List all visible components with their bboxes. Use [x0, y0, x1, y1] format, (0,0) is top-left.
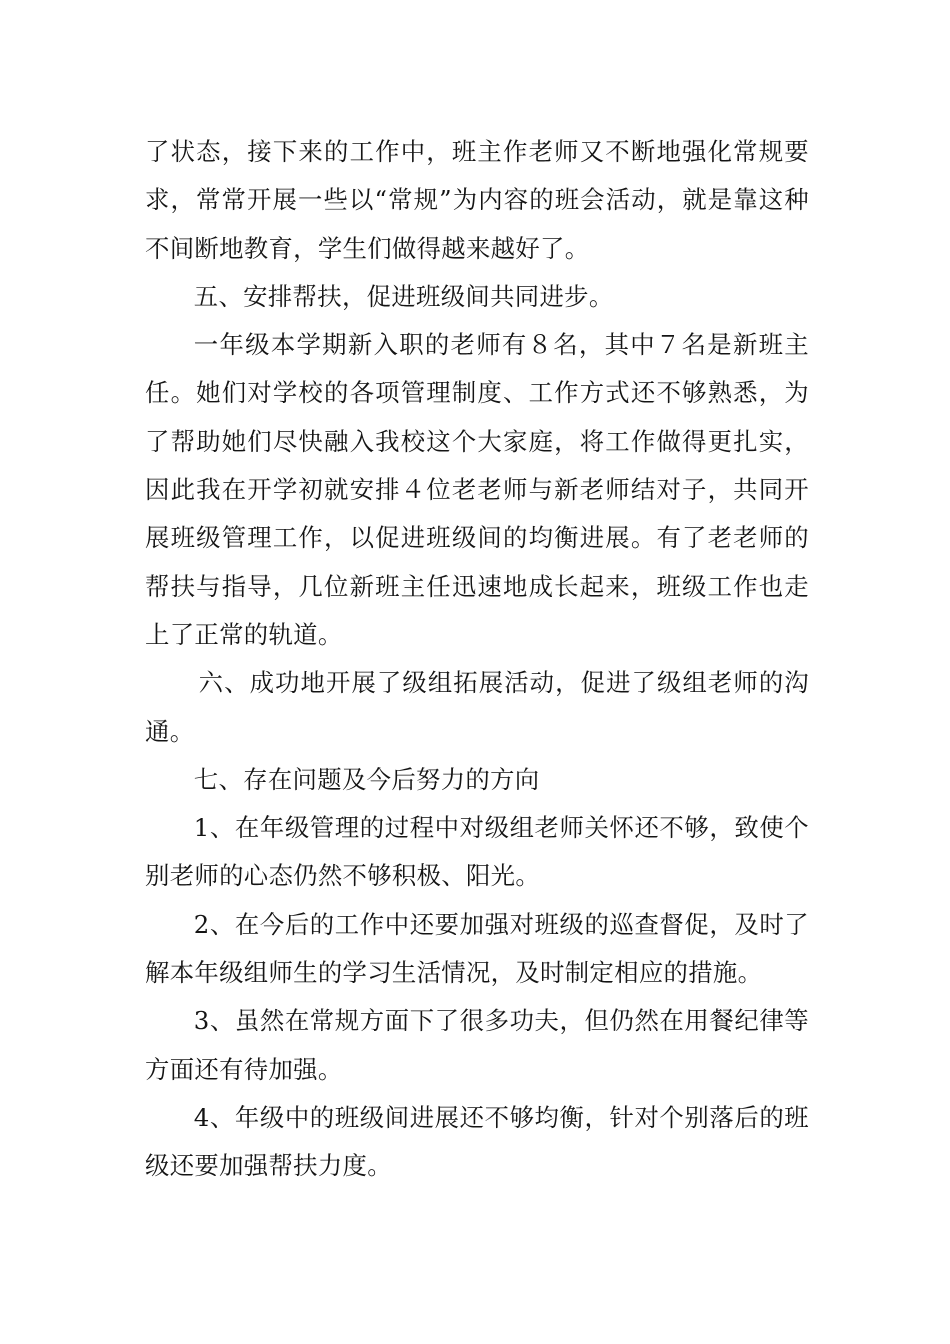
paragraph-mentoring: 一年级本学期新入职的老师有８名，其中７名是新班主任。她们对学校的各项管理制度、工作方式还不够熟悉，为了帮助她们尽快融入我校这个大家庭，将工作做得更扎实，因此我在开学初就安排４位老老师与新老师结对子，共同开展班级管理工作，以促进班级间的均衡进展。有了老老师的帮扶与指导，几位新班主任迅速地成长起来，班级工作也走上了正常的轨道。 — [145, 330, 809, 649]
section-heading-5: 五、安排帮扶，促进班级间共同进步。 — [193, 281, 614, 311]
document-body — [145, 128, 809, 1191]
paragraph-continuation: 了状态，接下来的工作中，班主作老师又不断地强化常规要求，常常开展一些以“常规”为内容的班会活动，就是靠这种不间断地教育，学生们做得越来越好了。 — [145, 137, 809, 263]
section-heading-7: 七、存在问题及今后努力的方向 — [193, 764, 540, 794]
problem-item-3: 3、虽然在常规方面下了很多功夫，但仍然在用餐纪律等方面还有待加强。 — [145, 1006, 809, 1084]
problem-item-4: 4、年级中的班级间进展还不够均衡，针对个别落后的班级还要加强帮扶力度。 — [145, 1102, 809, 1181]
problem-item-1: 1、在年级管理的过程中对级组老师关怀还不够，致使个别老师的心态仍然不够积极、阳光。 — [145, 813, 809, 891]
section-heading-6: 六、成功地开展了级组拓展活动，促进了级组老师的沟通。 — [145, 668, 809, 746]
problem-item-2: 2、在今后的工作中还要加强对班级的巡查督促，及时了解本年级组师生的学习生活情况，及时制定相应的措施。 — [145, 909, 809, 988]
